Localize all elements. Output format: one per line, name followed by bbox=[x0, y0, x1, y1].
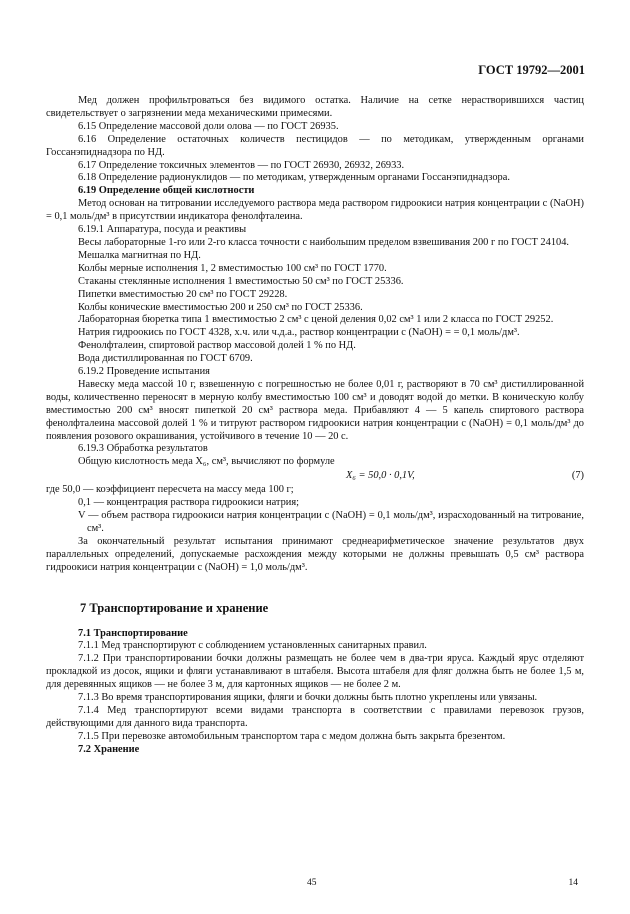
document-body bbox=[46, 95, 584, 757]
paragraph: Лабораторная бюретка типа 1 вместимостью 2 см³ с ценой деления 0,02 см³ 1 или 2 класса по ГОСТ 29252. bbox=[78, 314, 554, 326]
paragraph: Метод основан на титровании исследуемого раствора меда раствором гидроокиси натрия концентрации с (NaOH) = 0,1 моль/дм³ в присутствии индикатора фенолфталеина. bbox=[46, 198, 584, 223]
paragraph: Стаканы стеклянные исполнения 1 вместимостью 50 см³ по ГОСТ 25336. bbox=[78, 275, 404, 287]
formula bbox=[46, 469, 584, 484]
paragraph: Весы лабораторные 1-го или 2-го класса точности с наибольшим пределом взвешивания 200 г по ГОСТ 24104. bbox=[78, 236, 570, 248]
clause-7-1-3: 7.1.3 Во время транспортирования ящики, фляги и бочки должны быть плотно укреплены или увязаны. bbox=[78, 692, 538, 704]
clause-7-1-1: 7.1.1 Мед транспортируют с соблюдением установленных санитарных правил. bbox=[78, 640, 427, 652]
formula-legend: V — объем раствора гидроокиси натрия концентрации с (NaOH) = 0,1 моль/дм³, израсходованный на титрование, см³. bbox=[78, 510, 584, 534]
paragraph: Вода дистиллированная по ГОСТ 6709. bbox=[78, 353, 253, 365]
formula-number: (7) bbox=[571, 470, 584, 482]
paragraph: За окончательный результат испытания принимают среднеарифметическое значение результатов двух параллельных определений, допускаемые расхождения между которыми не должны превышать 0,5 см³ раствора гидроокиси натрия концентрации с (NaOH) = 1,0 моль/дм³. bbox=[46, 535, 584, 573]
paragraph: Фенолфталеин, спиртовой раствор массовой долей 1 % по НД. bbox=[78, 340, 356, 352]
document-code: ГОСТ 19792—2001 bbox=[478, 63, 585, 77]
paragraph: Навеску меда массой 10 г, взвешенную с погрешностью не более 0,01 г, растворяют в 70 см³ дистиллированной воды, количественно переносят в мерную колбу вместимостью 100 см³ и доводят водой до метки. В коническую колбу вместимостью 200 см³ вносят пипеткой 20 см³ раствора меда. Прибавляют 4 — 5 капель спиртового раствора фенолфталеина массовой долей 1 % и титруют раствором гидроокиси натрия концентрации с (NaOH) = 0,1 моль/дм³ до появления розового окрашивания, устойчивого в течение 10 — 20 с. bbox=[46, 378, 584, 442]
clause-6-17: 6.17 Определение токсичных элементов — по ГОСТ 26930, 26932, 26933. bbox=[78, 159, 405, 171]
formula-legend: где 50,0 — коэффициент пересчета на массу меда 100 г; bbox=[46, 484, 294, 496]
formula-legend: 0,1 — концентрация раствора гидроокиси натрия; bbox=[78, 497, 300, 509]
clause-7-1-2: 7.1.2 При транспортировании бочки должны размещать не более чем в два-три яруса. Каждый ярус отделяют прокладкой из досок, ящики и фляги устанавливают в штабеля. Высота штабеля для фляг должна быть не более 1,5 м, для деревянных ящиков — не более 3 м, для картонных ящиков — не более 2 м. bbox=[46, 653, 584, 691]
paragraph: Мешалка магнитная по НД. bbox=[78, 249, 201, 261]
clause-7-2-heading: 7.2 Хранение bbox=[78, 743, 140, 755]
clause-6-15: 6.15 Определение массовой доли олова — по ГОСТ 26935. bbox=[78, 120, 339, 132]
paragraph: Колбы мерные исполнения 1, 2 вместимостью 100 см³ по ГОСТ 1770. bbox=[78, 262, 387, 274]
paragraph: Натрия гидроокись по ГОСТ 4328, х.ч. или ч.д.а., раствор концентрации с (NaOH) = = 0,1 моль/дм³. bbox=[78, 327, 520, 339]
paragraph: Мед должен профильтроваться без видимого остатка. Наличие на сетке нерастворившихся частиц свидетельствует о загрязнении меда механическими примесями. bbox=[46, 95, 584, 119]
clause-6-18: 6.18 Определение радионуклидов — по методикам, утвержденным органами Госсанэпиднадзора. bbox=[78, 172, 510, 184]
paragraph: Колбы конические вместимостью 200 и 250 см³ по ГОСТ 25336. bbox=[78, 301, 363, 313]
clause-6-19-1-heading: 6.19.1 Аппаратура, посуда и реактивы bbox=[78, 224, 247, 236]
clause-6-16: 6.16 Определение остаточных количеств пестицидов — по методикам, утвержденным органами Госсанэпиднадзора по НД. bbox=[46, 133, 584, 158]
clause-6-19-2-heading: 6.19.2 Проведение испытания bbox=[78, 366, 210, 378]
page-number-secondary: 14 bbox=[568, 878, 578, 888]
formula-expression: X₆ = 50,0 · 0,1V, bbox=[346, 470, 415, 482]
section-7-title: 7 Транспортирование и хранение bbox=[80, 600, 269, 615]
clause-7-1-5: 7.1.5 При перевозке автомобильным транспортом тара с медом должна быть закрыта брезентом. bbox=[78, 730, 506, 742]
clause-7-1-heading: 7.1 Транспортирование bbox=[78, 627, 188, 639]
clause-6-19-heading: 6.19 Определение общей кислотности bbox=[78, 185, 255, 197]
page-number: 45 bbox=[307, 878, 317, 888]
clause-7-1-4: 7.1.4 Мед транспортируют всеми видами транспорта в соответствии с правилами перевозок грузов, действующими для данного вида транспорта. bbox=[46, 704, 584, 729]
clause-6-19-3-heading: 6.19.3 Обработка результатов bbox=[78, 443, 208, 455]
paragraph: Общую кислотность меда X₆, см³, вычисляют по формуле bbox=[78, 456, 335, 468]
paragraph: Пипетки вместимостью 20 см³ по ГОСТ 29228. bbox=[78, 288, 288, 300]
